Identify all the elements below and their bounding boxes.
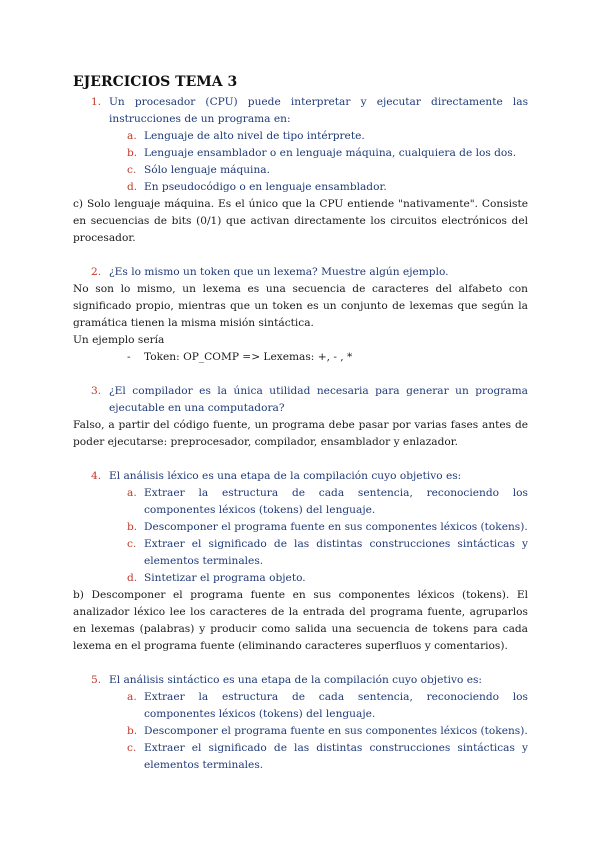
- question-3: [73, 383, 528, 417]
- option-letter: a.: [127, 691, 137, 703]
- option-text: Lenguaje ensamblador o en lenguaje máquina, cualquiera de los dos.: [144, 147, 517, 159]
- question-5-options: [73, 689, 528, 774]
- option-item: [73, 519, 528, 536]
- option-item: [73, 740, 528, 774]
- option-text: Extraer el significado de las distintas construcciones sintácticas y elementos terminales.: [144, 742, 528, 771]
- option-letter: d.: [127, 572, 138, 584]
- question-number: 1.: [91, 96, 102, 108]
- answer-3: Falso, a partir del código fuente, un programa debe pasar por varias fases antes de poder ejecutarse: preprocesador, compilador, ensamblador y enlazador.: [73, 419, 528, 448]
- question-text: El análisis sintáctico es una etapa de la compilación cuyo objetivo es:: [109, 674, 482, 686]
- question-2: [73, 264, 528, 281]
- option-letter: d.: [127, 181, 138, 193]
- option-letter: b.: [127, 521, 138, 533]
- option-item: [73, 145, 528, 162]
- option-item: [73, 689, 528, 723]
- option-text: Sólo lenguaje máquina.: [144, 164, 270, 176]
- spacer: [73, 366, 528, 383]
- option-letter: c.: [127, 538, 137, 550]
- question-number: 3.: [91, 385, 102, 397]
- option-letter: c.: [127, 742, 137, 754]
- option-letter: a.: [127, 487, 137, 499]
- question-number: 2.: [91, 266, 102, 278]
- bullet-text: Token: OP_COMP => Lexemas: +, - , *: [144, 351, 353, 363]
- option-text: Extraer el significado de las distintas construcciones sintácticas y elementos terminales.: [144, 538, 528, 567]
- option-text: En pseudocódigo o en lenguaje ensamblador.: [144, 181, 387, 193]
- bullet-item: [73, 349, 528, 366]
- question-4: [73, 468, 528, 485]
- option-item: [73, 570, 528, 587]
- spacer: [73, 247, 528, 264]
- option-item: [73, 536, 528, 570]
- option-item: [73, 485, 528, 519]
- answer-2: No son lo mismo, un lexema es una secuencia de caracteres del alfabeto con significado propio, mientras que un token es un conjunto de lexemas que según la gramática tienen la misma misión sintáctica.: [73, 283, 528, 329]
- option-text: Extraer la estructura de cada sentencia, reconociendo los componentes léxicos (tokens) del lenguaje.: [144, 487, 528, 516]
- example-intro: Un ejemplo sería: [73, 334, 165, 346]
- option-letter: c.: [127, 164, 137, 176]
- question-1-options: [73, 128, 528, 196]
- answer-4: b) Descomponer el programa fuente en sus componentes léxicos (tokens). El analizador léxico lee los caracteres de la entrada del programa fuente, agruparlos en lexemas (palabras) y producir como salida una secuencia de tokens para cada lexema en el programa fuente (eliminando caracteres superfluos y comentarios).: [73, 589, 528, 652]
- question-5: [73, 672, 528, 689]
- option-item: [73, 179, 528, 196]
- option-text: Sintetizar el programa objeto.: [144, 572, 306, 584]
- question-text: ¿Es lo mismo un token que un lexema? Muestre algún ejemplo.: [109, 266, 449, 278]
- option-letter: b.: [127, 725, 138, 737]
- option-item: [73, 128, 528, 145]
- spacer: [73, 655, 528, 672]
- question-text: Un procesador (CPU) puede interpretar y ejecutar directamente las instrucciones de un programa en:: [109, 96, 528, 125]
- question-number: 4.: [91, 470, 102, 482]
- option-letter: b.: [127, 147, 138, 159]
- option-text: Descomponer el programa fuente en sus componentes léxicos (tokens).: [144, 521, 528, 533]
- option-letter: a.: [127, 130, 137, 142]
- question-1: [73, 94, 528, 128]
- page-title: EJERCICIOS TEMA 3: [73, 74, 238, 90]
- question-4-options: [73, 485, 528, 587]
- option-text: Extraer la estructura de cada sentencia, reconociendo los componentes léxicos (tokens) del lenguaje.: [144, 691, 528, 720]
- bullet-dash: -: [127, 351, 131, 363]
- document-page: [73, 72, 528, 774]
- spacer: [73, 451, 528, 468]
- question-text: El análisis léxico es una etapa de la compilación cuyo objetivo es:: [109, 470, 462, 482]
- option-item: [73, 723, 528, 740]
- option-item: [73, 162, 528, 179]
- option-text: Lenguaje de alto nivel de tipo intérprete.: [144, 130, 365, 142]
- answer-1: c) Solo lenguaje máquina. Es el único que la CPU entiende "nativamente". Consiste en secuencias de bits (0/1) que activan directamente los circuitos electrónicos del procesador.: [73, 198, 528, 244]
- question-number: 5.: [91, 674, 102, 686]
- question-text: ¿El compilador es la única utilidad necesaria para generar un programa ejecutable en una computadora?: [109, 385, 528, 414]
- option-text: Descomponer el programa fuente en sus componentes léxicos (tokens).: [144, 725, 528, 737]
